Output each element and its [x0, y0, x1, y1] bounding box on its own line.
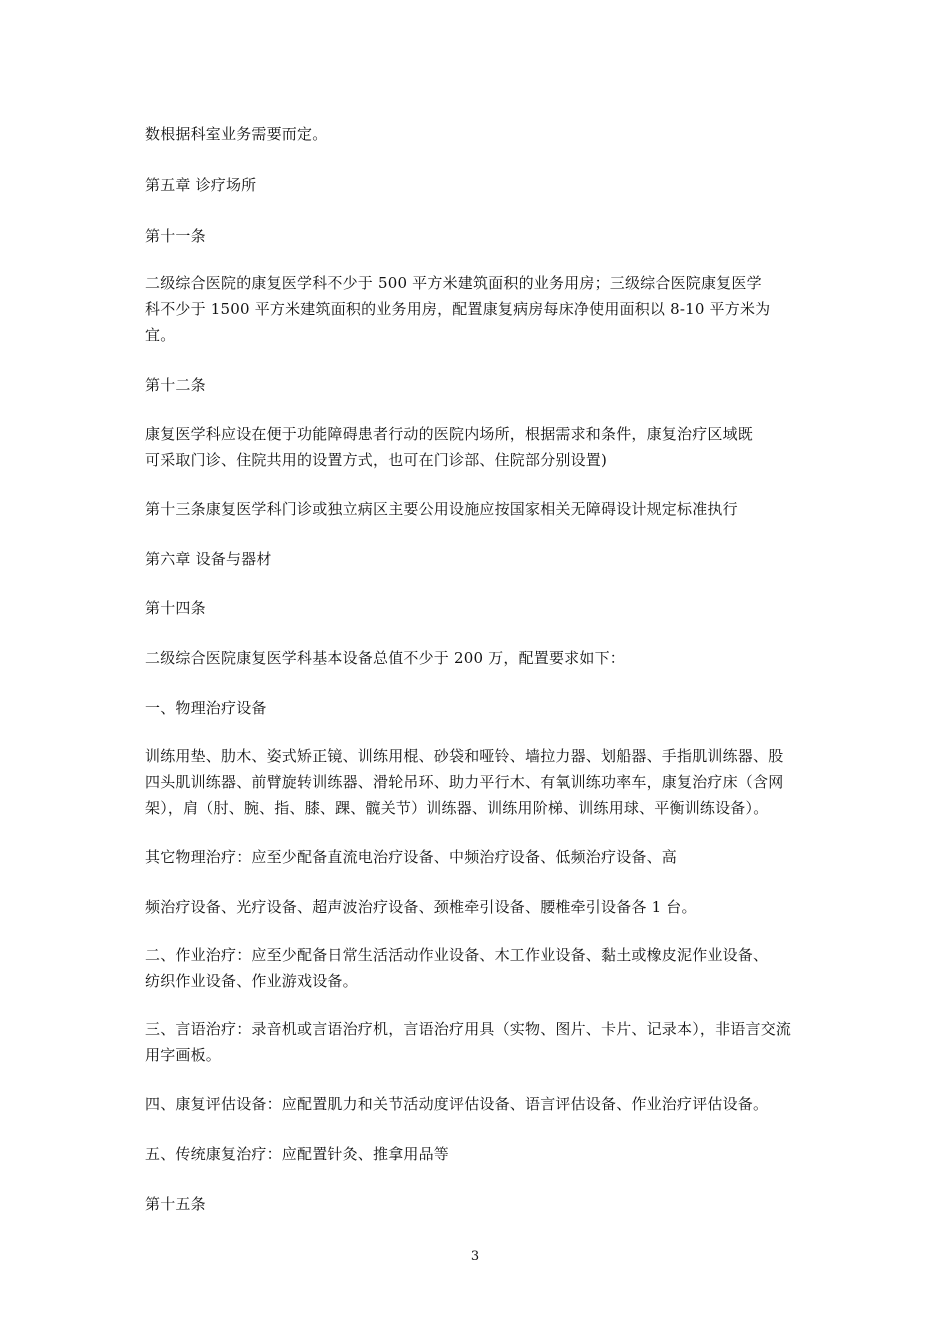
paragraph-line: 二、作业治疗：应至少配备日常生活活动作业设备、木工作业设备、黏土或橡皮泥作业设备、 — [145, 946, 769, 964]
paragraph-line: 训练用垫、肋木、姿式矫正镜、训练用棍、砂袋和哑铃、墙拉力器、划船器、手指肌训练器、股 — [145, 747, 784, 765]
paragraph-line: 频治疗设备、光疗设备、超声波治疗设备、颈椎牵引设备、腰椎牵引设备各 1 台。 — [145, 898, 697, 916]
article-heading: 第十四条 — [145, 599, 206, 617]
paragraph-line: 宜。 — [145, 326, 176, 344]
article-heading: 第十二条 — [145, 376, 206, 394]
article-heading: 第十五条 — [145, 1195, 206, 1213]
paragraph-line: 数根据科室业务需要而定。 — [145, 125, 328, 143]
paragraph-line: 三、言语治疗：录音机或言语治疗机，言语治疗用具（实物、图片、卡片、记录本），非语言交流 — [145, 1020, 792, 1038]
paragraph-line: 其它物理治疗：应至少配备直流电治疗设备、中频治疗设备、低频治疗设备、高 — [145, 848, 678, 866]
section-heading: 一、物理治疗设备 — [145, 699, 267, 717]
paragraph-line: 架），肩（肘、腕、指、膝、踝、髋关节）训练器、训练用阶梯、训练用球、平衡训练设备）。 — [145, 799, 769, 817]
paragraph-line: 二级综合医院康复医学科基本设备总值不少于 200 万，配置要求如下： — [145, 649, 625, 667]
paragraph-line: 四头肌训练器、前臂旋转训练器、滑轮吊环、助力平行木、有氧训练功率车，康复治疗床（含网 — [145, 773, 784, 791]
paragraph-line: 科不少于 1500 平方米建筑面积的业务用房，配置康复病房每床净使用面积以 8-10 平方米为 — [145, 300, 771, 318]
paragraph-line: 四、康复评估设备：应配置肌力和关节活动度评估设备、语言评估设备、作业治疗评估设备。 — [145, 1095, 769, 1113]
paragraph-line: 纺织作业设备、作业游戏设备。 — [145, 972, 358, 990]
paragraph-line: 五、传统康复治疗：应配置针灸、推拿用品等 — [145, 1145, 450, 1163]
page-number: 3 — [470, 1249, 480, 1264]
chapter-heading: 第六章 设备与器材 — [145, 550, 272, 568]
paragraph-line: 用字画板。 — [145, 1046, 222, 1064]
paragraph-line: 可采取门诊、住院共用的设置方式，也可在门诊部、住院部分别设置) — [145, 451, 608, 469]
article-heading: 第十一条 — [145, 227, 206, 245]
chapter-heading: 第五章 诊疗场所 — [145, 176, 257, 194]
paragraph-line: 二级综合医院的康复医学科不少于 500 平方米建筑面积的业务用房；三级综合医院康复医学 — [145, 274, 762, 292]
paragraph-line: 康复医学科应设在便于功能障碍患者行动的医院内场所，根据需求和条件，康复治疗区域既 — [145, 425, 754, 443]
article-heading: 第十三条康复医学科门诊或独立病区主要公用设施应按国家相关无障碍设计规定标准执行 — [145, 500, 738, 518]
